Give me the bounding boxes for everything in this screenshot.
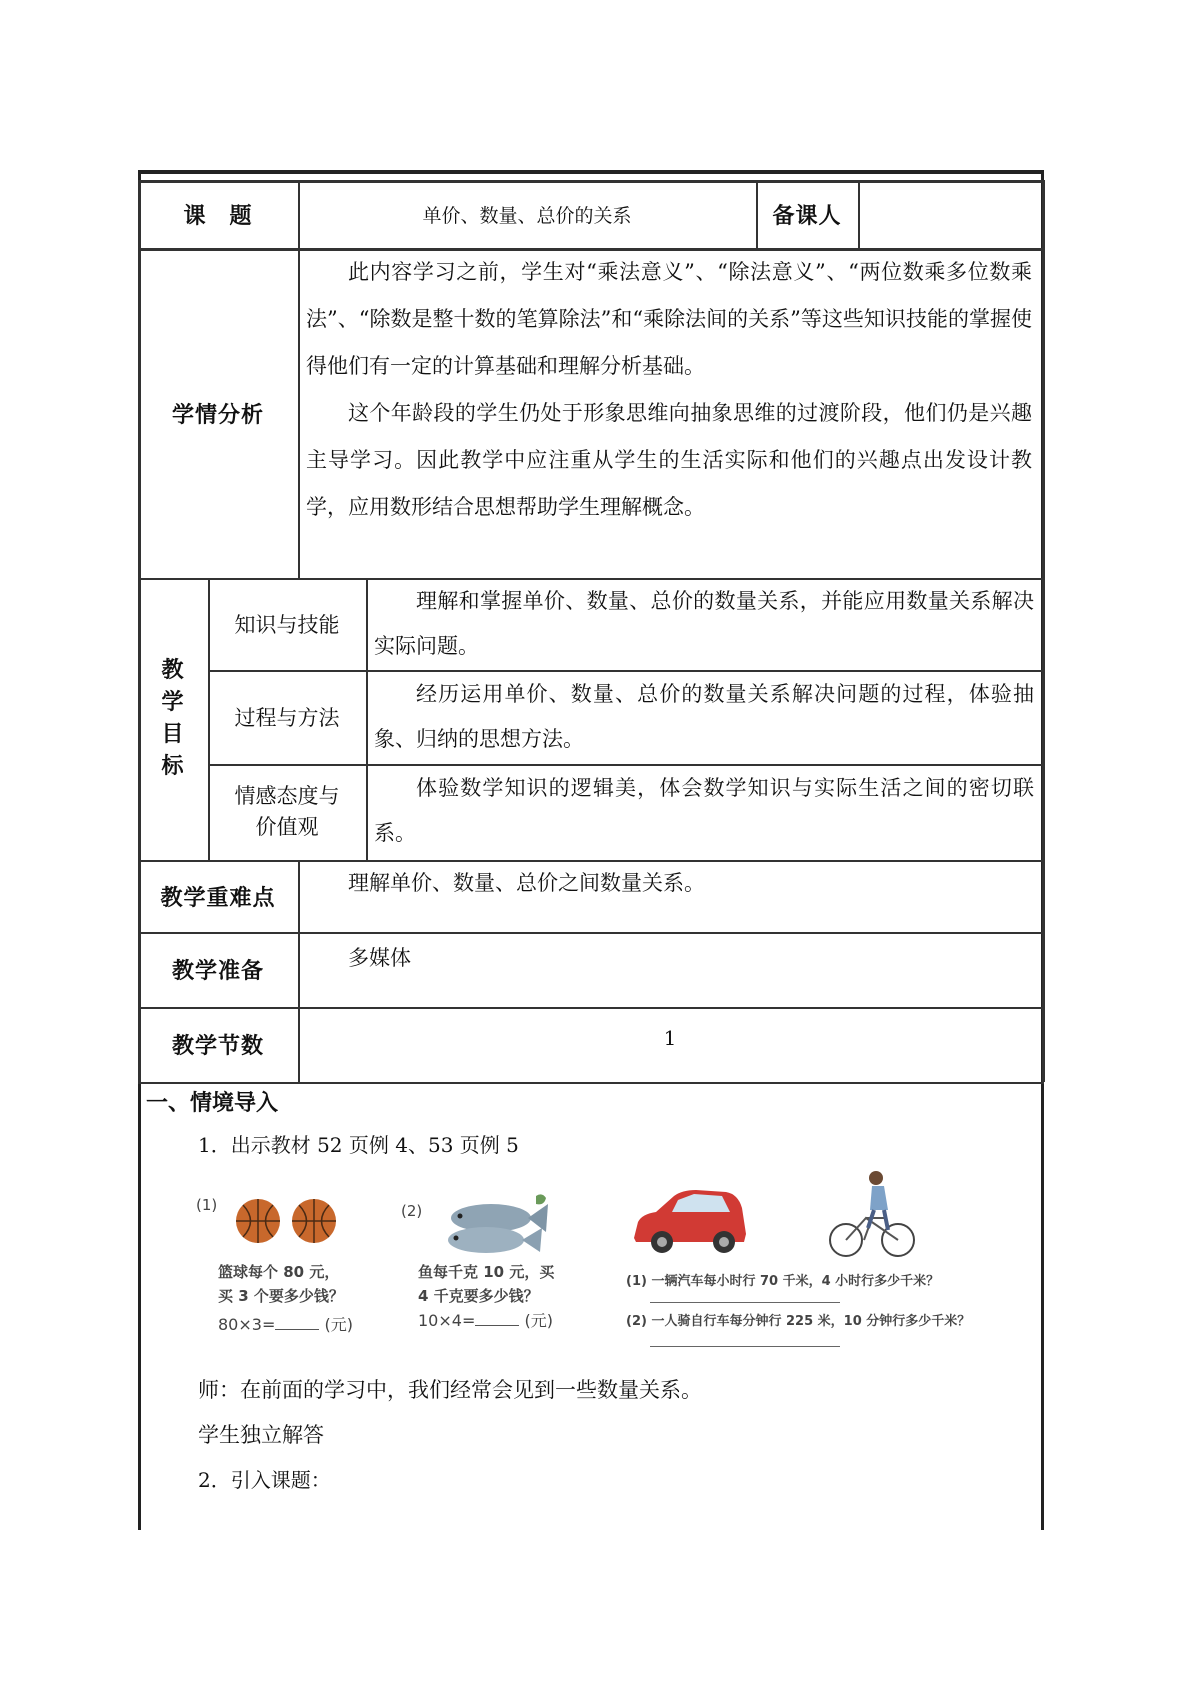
answer-blank (475, 1325, 519, 1326)
car-question: (1) 一辆汽车每小时行 70 千米，4 小时行多少千米？ (626, 1274, 940, 1289)
preparation-value (306, 937, 1026, 979)
objectives-label-char: 教 (161, 658, 185, 683)
objective-name-line: 价值观 (255, 815, 319, 839)
key-points-text: 理解单价、数量、总价之间数量关系。 (348, 871, 705, 895)
analysis-label: 学情分析 (171, 402, 264, 428)
topic-label: 课 题 (183, 203, 253, 229)
unit-text: (元) (524, 1311, 553, 1330)
problem-2-equation (418, 1308, 553, 1331)
cyclist-icon (828, 1168, 918, 1258)
key-points-value (306, 862, 1026, 904)
car-icon (626, 1188, 756, 1258)
problem-1-line2: 买 3 个要多少钱？ (218, 1287, 344, 1305)
item-1: 1．出示教材 52 页例 4、53 页例 5 (198, 1133, 519, 1157)
periods-value: 1 (663, 1026, 677, 1050)
analysis-paragraph-2: 这个年龄段的学生仍处于形象思维向抽象思维的过渡阶段，他们仍是兴趣主导学习。因此教学中应注重从学生的生活实际和他们的兴趣点出发设计教学，应用数形结合思想帮助学生理解概念。 (306, 401, 1032, 519)
problem-1-equation (218, 1312, 353, 1335)
analysis-paragraph-1: 此内容学习之前，学生对“乘法意义”、“除法意义”、“两位数乘多位数乘法”、“除数是整十数的笔算除法”和“乘除法间的关系”等这些知识技能的掌握使得他们有一定的计算基础和理解分析基础。 (306, 260, 1032, 378)
rule-right (1042, 180, 1045, 1082)
section-1-title: 一、情境导入 (146, 1091, 279, 1116)
topic-value: 单价、数量、总价的关系 (422, 204, 632, 227)
textbook-figure (196, 1188, 996, 1358)
objectives-label-char: 目 (161, 722, 185, 747)
objective-name-process: 过程与方法 (234, 706, 340, 730)
objective-text: 经历运用单价、数量、总价的数量关系解决问题的过程，体验抽象、归纳的思想方法。 (374, 682, 1034, 751)
objective-text-process (374, 672, 1034, 762)
objective-name-line: 情感态度与 (234, 784, 340, 808)
problem-2-number: (2) (401, 1202, 423, 1220)
preparer-label: 备课人 (772, 203, 842, 229)
objective-name-attitude (208, 764, 366, 860)
teacher-line: 师：在前面的学习中，我们经常会见到一些数量关系。 (198, 1378, 702, 1402)
bike-answer-line (650, 1346, 840, 1347)
fish-icon (436, 1190, 556, 1262)
item-2: 2．引入课题： (198, 1468, 331, 1492)
preparation-label: 教学准备 (171, 959, 264, 984)
objective-name-knowledge: 知识与技能 (234, 613, 340, 637)
answer-blank (275, 1329, 319, 1330)
analysis-text (306, 249, 1032, 531)
problem-1-line1: 篮球每个 80 元， (218, 1263, 340, 1281)
equation-text: 80×3= (218, 1315, 276, 1334)
problem-2-line1: 鱼每千克 10 元，买 (418, 1263, 555, 1281)
basketball-icon (234, 1196, 344, 1246)
objectives-label-char: 标 (161, 754, 185, 779)
objective-text: 理解和掌握单价、数量、总价的数量关系，并能应用数量关系解决实际问题。 (374, 589, 1034, 658)
periods-label: 教学节数 (171, 1034, 264, 1059)
car-answer-line (650, 1302, 840, 1303)
objectives-label (138, 578, 208, 860)
bike-question: (2) 一人骑自行车每分钟行 225 米，10 分钟行多少千米？ (626, 1314, 971, 1329)
objective-text: 体验数学知识的逻辑美，体会数学知识与实际生活之间的密切联系。 (374, 776, 1034, 845)
student-line: 学生独立解答 (198, 1423, 324, 1447)
equation-text: 10×4= (418, 1311, 476, 1330)
problem-2-line2: 4 千克要多少钱？ (418, 1287, 539, 1305)
preparation-text: 多媒体 (348, 946, 411, 970)
objective-text-attitude (374, 766, 1034, 856)
key-points-label: 教学重难点 (160, 885, 276, 911)
problem-1-number: (1) (196, 1196, 218, 1214)
lesson-plan-table (138, 170, 1044, 1530)
unit-text: (元) (324, 1315, 353, 1334)
preparer-value (858, 180, 1042, 248)
objectives-label-char: 学 (161, 690, 185, 715)
rule-obj-col2 (366, 578, 368, 860)
objective-text-knowledge (374, 579, 1034, 669)
